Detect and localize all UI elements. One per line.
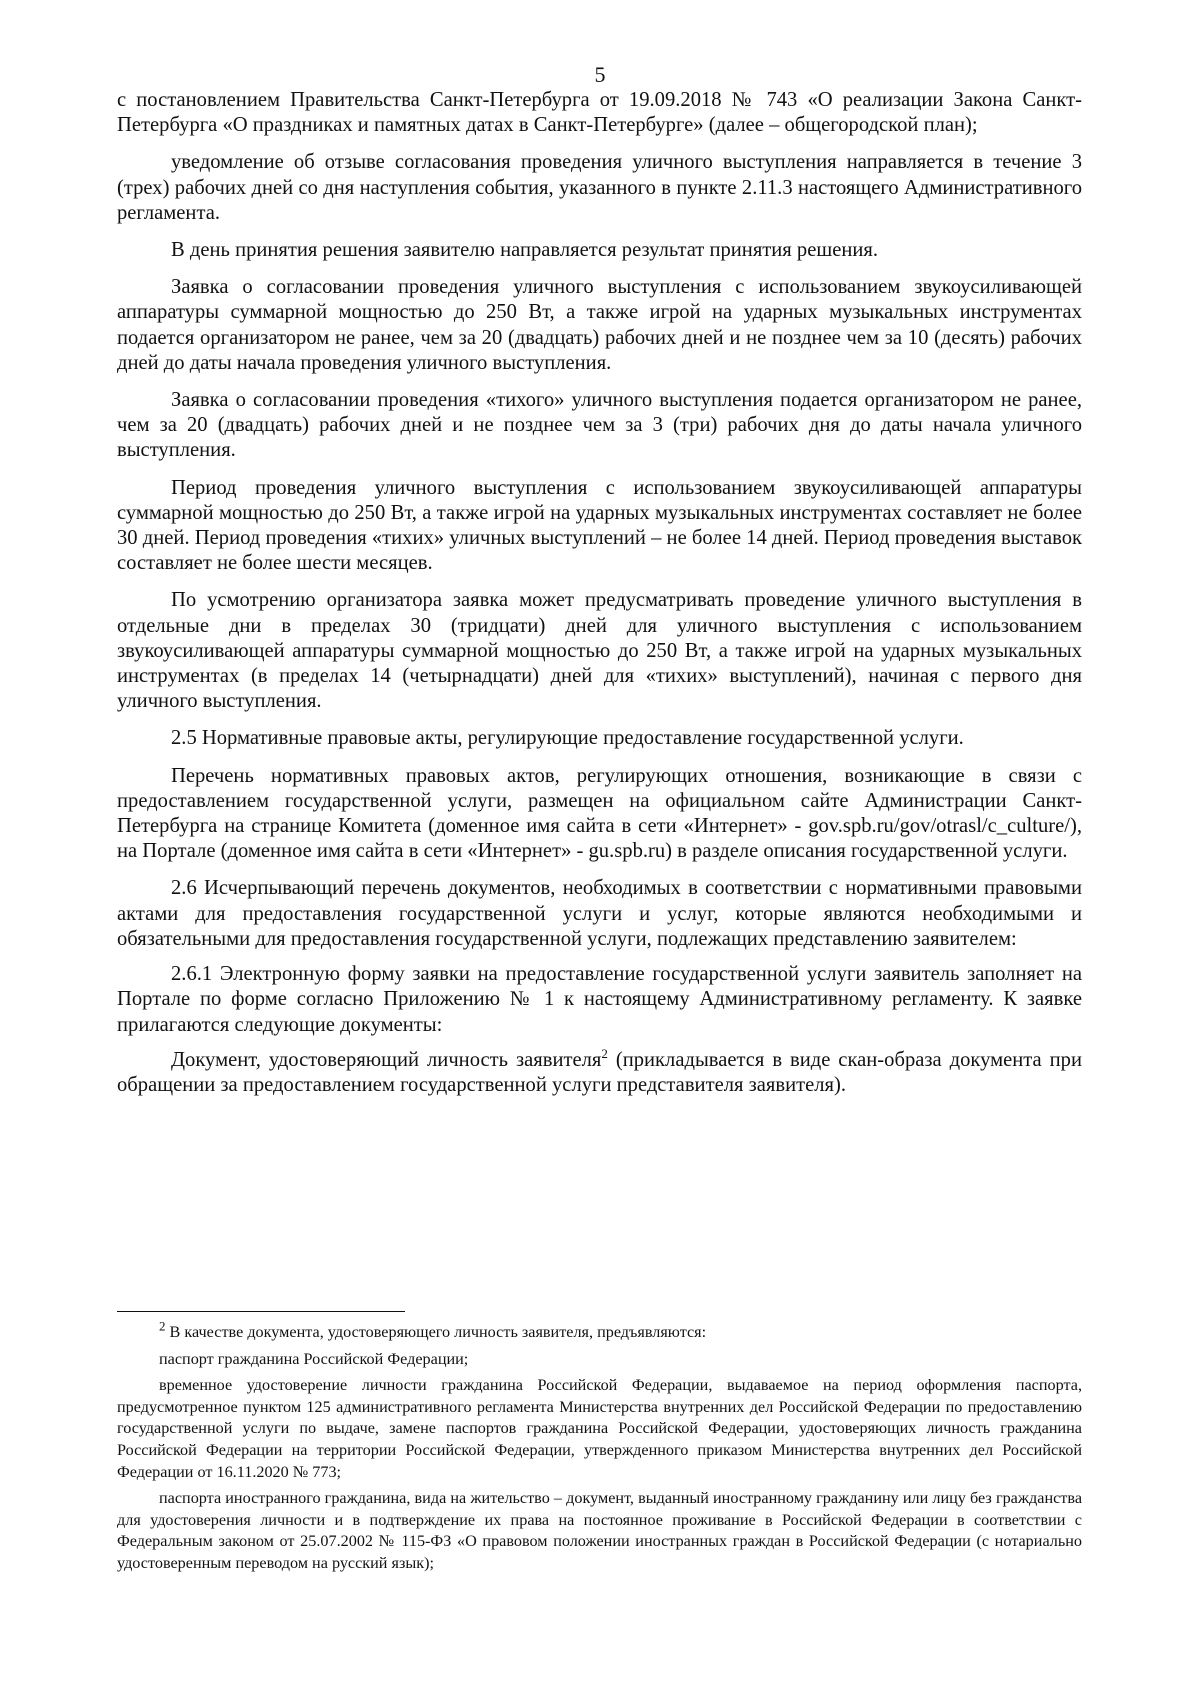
section-2-6-1-paragraph: 2.6.1 Электронную форму заявки на предоставление государственной услуги заявитель заполняет на Портале по форме согласно Приложению № 1 к настоящему Административному регламенту. К заявке прилагаются следующие документы: [117,963,1082,1036]
identity-document-text-cont: (прикладывается в виде скан-образа документа при обращении за предоставлением государственной услуги представителя заявителя). [117,1048,1082,1096]
footnote-2 [117,1318,1082,1344]
paragraph-separate-days: По усмотрению организатора заявка может предусматривать проведение уличного выступления в отдельные дни в пределах 30 (тридцати) дней для уличного выступления с использованием звукоусиливающей аппаратуры суммарной мощностью до 250 Вт, а также игрой на ударных музыкальных инструментах (в пределах 14 (четырнадцати) дней для «тихих» выступлений), начиная с первого дня уличного выступления. [117,589,1082,713]
page-number: 5 [594,62,606,87]
footnote-separator [117,1311,405,1312]
identity-document-text: Документ, удостоверяющий личность заявителя [171,1048,602,1071]
section-2-5-heading: 2.5 Нормативные правовые акты, регулирующие предоставление государственной услуги. [171,727,964,750]
footnote-2-text: В качестве документа, удостоверяющего личность заявителя, предъявляются: [165,1323,707,1341]
paragraph-amplified-application: Заявка о согласовании проведения уличного выступления с использованием звукоусиливающей аппаратуры суммарной мощностью до 250 Вт, а также игрой на ударных музыкальных инструментах подается организатором не ранее, чем за 20 (двадцать) рабочих дней и не позднее чем за 10 (десять) рабочих дней до даты начала проведения уличного выступления. [117,276,1082,374]
paragraph-identity-document [117,1045,1082,1098]
footnote-ref-2: 2 [601,1045,608,1061]
paragraph-withdrawal-notice: уведомление об отзыве согласования проведения уличного выступления направляется в течение 3 (трех) рабочих дней со дня наступления события, указанного в пункте 2.11.3 настоящего Административного регламента. [117,151,1082,224]
footnotes [117,1318,1082,1580]
paragraph-performance-period: Период проведения уличного выступления с использованием звукоусиливающей аппаратуры суммарной мощностью до 250 Вт, а также игрой на ударных музыкальных инструментах составляет не более 30 дней. Период проведения «тихих» уличных выступлений – не более 14 дней. Период проведения выставок составляет не более шести месяцев. [117,476,1082,575]
paragraph-continuation: с постановлением Правительства Санкт-Петербурга от 19.09.2018 № 743 «О реализации Закона Санкт-Петербурга «О праздниках и памятных датах в Санкт-Петербурге» (далее – общегородской план); [117,89,1082,137]
footnote-item-passport: паспорт гражданина Российской Федерации; [159,1349,469,1368]
paragraph-decision-day: В день принятия решения заявителю направляется результат принятия решения. [171,239,879,262]
paragraph-legal-acts-list: Перечень нормативных правовых актов, регулирующих отношения, возникающие в связи с предоставлением государственной услуги, размещен на официальном сайте Администрации Санкт-Петербурга на странице Комитета (доменное имя сайта в сети «Интернет» - gov.spb.ru/gov/otrasl/c_culture/), на Портале (доменное имя сайта в сети «Интернет» - gu.spb.ru) в разделе описания государственной услуги. [117,764,1082,863]
footnote-mark-2: 2 [159,1318,166,1334]
document-body [117,88,1082,1110]
footnote-item-foreign-passport: паспорта иностранного гражданина, вида на жительство – документ, выданный иностранному гражданину или лицу без гражданства для удостоверения личности и в подтверждение их права на постоянное проживание в Российской Федерации в соответствии с Федеральным законом от 25.07.2002 № 115-ФЗ «О правовом положении иностранных граждан в Российской Федерации (с нотариально удостоверенным переводом на русский язык); [117,1489,1082,1572]
footnote-item-temporary-id: временное удостоверение личности гражданина Российской Федерации, выдаваемое на период оформления паспорта, предусмотренное пунктом 125 административного регламента Министерства внутренних дел Российской Федерации по предоставлению государственной услуги по выдаче, замене паспортов гражданина Российской Федерации, удостоверяющих личность гражданина Российской Федерации на территории Российской Федерации, утвержденного приказом Министерства внутренних дел Российской Федерации от 16.11.2020 № 773; [117,1376,1082,1481]
section-2-6-heading: 2.6 Исчерпывающий перечень документов, необходимых в соответствии с нормативными правовыми актами для предоставления государственной услуги и услуг, которые являются необходимыми и обязательными для предоставления государственной услуги, подлежащих представлению заявителем: [117,877,1082,950]
paragraph-quiet-application: Заявка о согласовании проведения «тихого» уличного выступления подается организатором не ранее, чем за 20 (двадцать) рабочих дней и не позднее чем за 3 (три) рабочих дня до даты начала уличного выступления. [117,389,1082,462]
